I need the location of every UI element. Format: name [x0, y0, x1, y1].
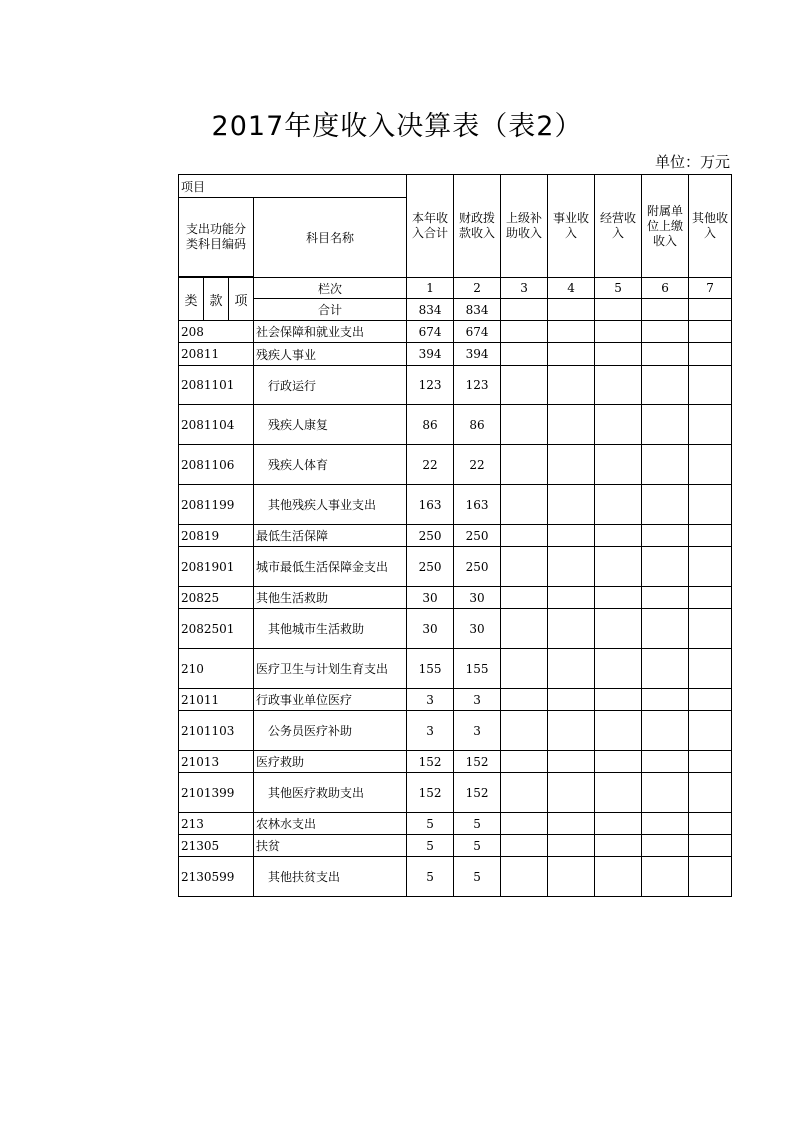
- row-name: 行政事业单位医疗: [254, 689, 407, 711]
- empty-cell: [642, 711, 689, 751]
- row-code: 2081101: [179, 366, 254, 405]
- subject-name-header: 科目名称: [254, 198, 407, 278]
- row-name: 社会保障和就业支出: [254, 321, 407, 343]
- empty-cell: [501, 813, 548, 835]
- row-name: 医疗救助: [254, 751, 407, 773]
- row-name: 残疾人事业: [254, 343, 407, 366]
- row-total: 3: [407, 689, 454, 711]
- row-name: 其他城市生活救助: [254, 609, 407, 649]
- total-value: 834: [407, 299, 454, 321]
- empty-cell: [595, 751, 642, 773]
- row-name: 残疾人体育: [254, 445, 407, 485]
- project-header: 项目: [179, 175, 407, 198]
- row-fiscal: 5: [454, 835, 501, 857]
- table-row: [179, 813, 732, 835]
- col-number: 1: [407, 278, 454, 299]
- row-code: 21305: [179, 835, 254, 857]
- empty-cell: [689, 857, 732, 897]
- empty-cell: [548, 366, 595, 405]
- empty-cell: [595, 547, 642, 587]
- empty-cell: [595, 485, 642, 525]
- total-value: [548, 299, 595, 321]
- empty-cell: [501, 835, 548, 857]
- row-total: 86: [407, 405, 454, 445]
- empty-cell: [642, 366, 689, 405]
- row-total: 250: [407, 547, 454, 587]
- col-header-superior: 上级补助收入: [501, 175, 548, 278]
- table-row: [179, 751, 732, 773]
- row-name: 其他扶贫支出: [254, 857, 407, 897]
- empty-cell: [548, 343, 595, 366]
- row-total: 30: [407, 587, 454, 609]
- table-row: [179, 857, 732, 897]
- empty-cell: [548, 445, 595, 485]
- row-fiscal: 250: [454, 525, 501, 547]
- empty-cell: [501, 587, 548, 609]
- row-name: 城市最低生活保障金支出: [254, 547, 407, 587]
- empty-cell: [548, 773, 595, 813]
- empty-cell: [642, 547, 689, 587]
- empty-cell: [689, 773, 732, 813]
- row-total: 152: [407, 773, 454, 813]
- row-code: 2101103: [179, 711, 254, 751]
- empty-cell: [548, 405, 595, 445]
- empty-cell: [689, 813, 732, 835]
- row-fiscal: 123: [454, 366, 501, 405]
- col-number: 4: [548, 278, 595, 299]
- empty-cell: [595, 835, 642, 857]
- empty-cell: [689, 445, 732, 485]
- empty-cell: [501, 525, 548, 547]
- row-total: 3: [407, 711, 454, 751]
- empty-cell: [548, 587, 595, 609]
- row-fiscal: 155: [454, 649, 501, 689]
- row-code: 213: [179, 813, 254, 835]
- empty-cell: [501, 405, 548, 445]
- row-code: 2081104: [179, 405, 254, 445]
- col-header-total: 本年收入合计: [407, 175, 454, 278]
- empty-cell: [642, 609, 689, 649]
- xiang-header: 项: [229, 278, 254, 321]
- empty-cell: [501, 366, 548, 405]
- row-total: 5: [407, 857, 454, 897]
- row-fiscal: 163: [454, 485, 501, 525]
- empty-cell: [689, 609, 732, 649]
- empty-cell: [689, 547, 732, 587]
- row-name: 残疾人康复: [254, 405, 407, 445]
- empty-cell: [689, 405, 732, 445]
- total-value: 834: [454, 299, 501, 321]
- empty-cell: [689, 835, 732, 857]
- row-code: 2081106: [179, 445, 254, 485]
- row-name: 其他生活救助: [254, 587, 407, 609]
- row-name: 行政运行: [254, 366, 407, 405]
- empty-cell: [642, 445, 689, 485]
- empty-cell: [595, 587, 642, 609]
- total-value: [689, 299, 732, 321]
- lanci-label: 栏次: [254, 278, 407, 299]
- empty-cell: [595, 445, 642, 485]
- empty-cell: [595, 689, 642, 711]
- table-row: [179, 835, 732, 857]
- table-row: [179, 405, 732, 445]
- row-fiscal: 394: [454, 343, 501, 366]
- empty-cell: [548, 835, 595, 857]
- col-header-affiliate: 附属单位上缴收入: [642, 175, 689, 278]
- table-row: [179, 321, 732, 343]
- empty-cell: [548, 321, 595, 343]
- empty-cell: [548, 711, 595, 751]
- empty-cell: [689, 343, 732, 366]
- empty-cell: [548, 485, 595, 525]
- empty-cell: [595, 711, 642, 751]
- empty-cell: [501, 649, 548, 689]
- row-code: 21013: [179, 751, 254, 773]
- empty-cell: [689, 525, 732, 547]
- table-row: [179, 547, 732, 587]
- col-header-fiscal: 财政拨款收入: [454, 175, 501, 278]
- table-row: [179, 366, 732, 405]
- row-name: 最低生活保障: [254, 525, 407, 547]
- empty-cell: [642, 321, 689, 343]
- row-code: 2081901: [179, 547, 254, 587]
- lei-header: 类: [179, 278, 204, 321]
- empty-cell: [595, 525, 642, 547]
- row-total: 155: [407, 649, 454, 689]
- row-fiscal: 86: [454, 405, 501, 445]
- empty-cell: [642, 835, 689, 857]
- empty-cell: [642, 649, 689, 689]
- kuan-header: 款: [204, 278, 229, 321]
- col-number: 5: [595, 278, 642, 299]
- empty-cell: [501, 485, 548, 525]
- empty-cell: [689, 711, 732, 751]
- table-row: [179, 587, 732, 609]
- table-row: [179, 689, 732, 711]
- col-number: 3: [501, 278, 548, 299]
- empty-cell: [595, 773, 642, 813]
- empty-cell: [501, 547, 548, 587]
- empty-cell: [642, 689, 689, 711]
- empty-cell: [501, 609, 548, 649]
- empty-cell: [501, 321, 548, 343]
- empty-cell: [595, 321, 642, 343]
- row-name: 其他残疾人事业支出: [254, 485, 407, 525]
- col-header-operating: 经营收入: [595, 175, 642, 278]
- empty-cell: [689, 485, 732, 525]
- row-fiscal: 5: [454, 857, 501, 897]
- total-label: 合计: [254, 299, 407, 321]
- row-total: 5: [407, 813, 454, 835]
- row-total: 250: [407, 525, 454, 547]
- table-row: [179, 343, 732, 366]
- table-row: [179, 485, 732, 525]
- row-fiscal: 152: [454, 751, 501, 773]
- empty-cell: [548, 547, 595, 587]
- row-total: 30: [407, 609, 454, 649]
- row-name: 公务员医疗补助: [254, 711, 407, 751]
- empty-cell: [689, 366, 732, 405]
- empty-cell: [548, 857, 595, 897]
- row-code: 20811: [179, 343, 254, 366]
- empty-cell: [642, 343, 689, 366]
- empty-cell: [548, 649, 595, 689]
- empty-cell: [642, 405, 689, 445]
- empty-cell: [689, 689, 732, 711]
- row-code: 20825: [179, 587, 254, 609]
- row-code: 2082501: [179, 609, 254, 649]
- empty-cell: [642, 751, 689, 773]
- row-code: 2081199: [179, 485, 254, 525]
- empty-cell: [689, 649, 732, 689]
- empty-cell: [501, 343, 548, 366]
- empty-cell: [689, 321, 732, 343]
- empty-cell: [501, 711, 548, 751]
- unit-label: 单位：万元: [654, 153, 730, 171]
- total-value: [501, 299, 548, 321]
- col-number: 6: [642, 278, 689, 299]
- row-total: 22: [407, 445, 454, 485]
- row-code: 20819: [179, 525, 254, 547]
- row-fiscal: 30: [454, 609, 501, 649]
- empty-cell: [689, 751, 732, 773]
- func-code-header: 支出功能分类科目编码: [179, 198, 254, 277]
- col-number: 7: [689, 278, 732, 299]
- empty-cell: [548, 609, 595, 649]
- row-code: 2101399: [179, 773, 254, 813]
- total-value: [595, 299, 642, 321]
- empty-cell: [595, 366, 642, 405]
- row-code: 210: [179, 649, 254, 689]
- empty-cell: [548, 751, 595, 773]
- row-code: 2130599: [179, 857, 254, 897]
- empty-cell: [501, 689, 548, 711]
- row-code: 21011: [179, 689, 254, 711]
- page-title: 2017年度收入决算表（表2）: [211, 111, 583, 142]
- row-total: 5: [407, 835, 454, 857]
- row-name: 扶贫: [254, 835, 407, 857]
- empty-cell: [595, 343, 642, 366]
- empty-cell: [501, 445, 548, 485]
- row-fiscal: 674: [454, 321, 501, 343]
- empty-cell: [642, 587, 689, 609]
- total-value: [642, 299, 689, 321]
- empty-cell: [642, 813, 689, 835]
- table-row: [179, 711, 732, 751]
- empty-cell: [548, 525, 595, 547]
- row-name: 农林水支出: [254, 813, 407, 835]
- row-name: 其他医疗救助支出: [254, 773, 407, 813]
- empty-cell: [501, 773, 548, 813]
- row-fiscal: 5: [454, 813, 501, 835]
- col-header-other: 其他收入: [689, 175, 732, 278]
- empty-cell: [642, 525, 689, 547]
- row-fiscal: 3: [454, 711, 501, 751]
- row-code: 208: [179, 321, 254, 343]
- empty-cell: [642, 773, 689, 813]
- empty-cell: [642, 485, 689, 525]
- row-fiscal: 30: [454, 587, 501, 609]
- row-fiscal: 3: [454, 689, 501, 711]
- table-row: [179, 609, 732, 649]
- row-total: 674: [407, 321, 454, 343]
- table-row: [179, 525, 732, 547]
- row-total: 152: [407, 751, 454, 773]
- empty-cell: [642, 857, 689, 897]
- empty-cell: [501, 857, 548, 897]
- empty-cell: [595, 649, 642, 689]
- empty-cell: [689, 587, 732, 609]
- col-number: 2: [454, 278, 501, 299]
- empty-cell: [595, 405, 642, 445]
- empty-cell: [501, 751, 548, 773]
- row-fiscal: 250: [454, 547, 501, 587]
- row-fiscal: 152: [454, 773, 501, 813]
- row-total: 163: [407, 485, 454, 525]
- empty-cell: [548, 689, 595, 711]
- income-table: [178, 174, 732, 897]
- table-row: [179, 773, 732, 813]
- empty-cell: [595, 813, 642, 835]
- empty-cell: [548, 813, 595, 835]
- table-row: [179, 445, 732, 485]
- row-total: 123: [407, 366, 454, 405]
- row-fiscal: 22: [454, 445, 501, 485]
- row-total: 394: [407, 343, 454, 366]
- empty-cell: [595, 857, 642, 897]
- table-row: [179, 649, 732, 689]
- empty-cell: [595, 609, 642, 649]
- col-header-business: 事业收入: [548, 175, 595, 278]
- row-name: 医疗卫生与计划生育支出: [254, 649, 407, 689]
